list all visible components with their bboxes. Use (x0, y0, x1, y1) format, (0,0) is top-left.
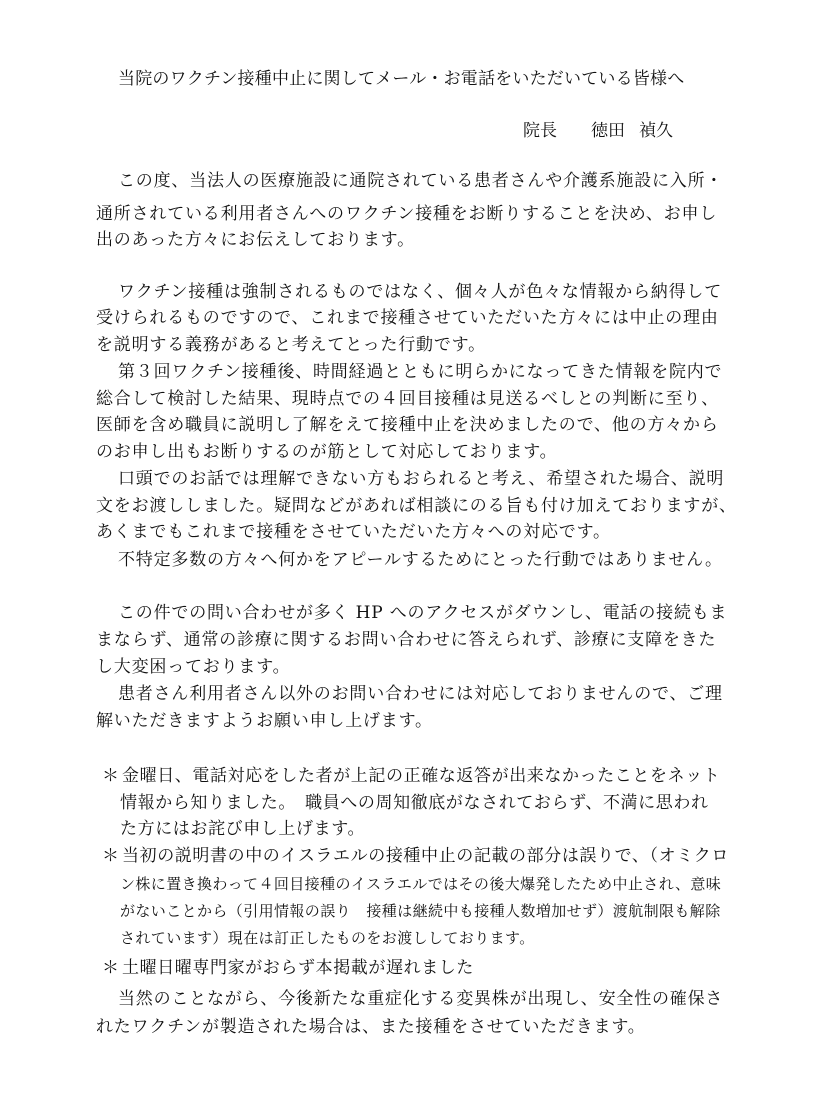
closing-line: 当然のことながら、今後新たな重症化する変異株が出現し、安全性の確保さ (118, 989, 724, 1009)
paragraph-line: 文をお渡ししました。疑問などがあれば相談にのる旨も付け加えておりますが、 (96, 496, 737, 516)
note-line: がないことから（引用情報の誤り 接種は継続中も接種人数増加せず）渡航制限も解除 (120, 902, 721, 920)
asterisk-mark: ＊ (102, 846, 120, 866)
note-line: 土曜日曜専門家がおらず本掲載が遅れました (122, 958, 474, 978)
note-line: ン株に置き換わって４回目接種のイスラエルではその後大爆発したため中止され、意味 (120, 875, 722, 893)
paragraph-line: 総合して検討した結果、現時点での４回目接種は見送るべしとの判断に至り、 (96, 389, 719, 409)
paragraph-line: 解いただきますようお願い申し上げます。 (96, 711, 433, 731)
paragraph-line: のお申し出もお断りするのが筋として対応しております。 (96, 442, 558, 462)
paragraph-line: この件での問い合わせが多く HP へのアクセスがダウンし、電話の接続もま (118, 603, 728, 623)
paragraph-line: ワクチン接種は強制されるものではなく、個々人が色々な情報から納得して (118, 282, 723, 302)
paragraph-line: 出のあった方々にお伝えしております。 (96, 230, 415, 250)
note-item (102, 763, 720, 789)
asterisk-mark: ＊ (102, 766, 120, 786)
document-title: 当院のワクチン接種中止に関してメール・お電話をいただいている皆様へ (118, 69, 685, 89)
author-signature (523, 116, 673, 141)
note-line: されています）現在は訂正したものをお渡ししております。 (120, 929, 535, 947)
paragraph-line: あくまでもこれまで接種をさせていただいた方々への対応です。 (96, 522, 611, 542)
note-line: 当初の説明書の中のイスラエルの接種中止の記載の部分は誤りで、（オミクロ (122, 846, 729, 866)
paragraph-line: 医師を含め職員に説明し了解をえて接種中止を決めましたので、他の方々から (96, 415, 719, 435)
note-line: た方にはお詫び申し上げます。 (120, 819, 366, 839)
note-item (102, 843, 729, 869)
paragraph-line: 通所されている利用者さんへのワクチン接種をお断りすることを決め、お申し (96, 204, 718, 224)
note-line: 金曜日、電話対応をした者が上記の正確な返答が出来なかったことをネット (122, 766, 721, 786)
paragraph-line: 患者さん利用者さん以外のお問い合わせには対応しておりませんので、ご理 (118, 684, 723, 704)
author-given-name: 禎久 (639, 121, 673, 141)
closing-line: れたワクチンが製造された場合は、また接種をさせていただきます。 (96, 1017, 646, 1037)
paragraph-line: まならず、通常の診療に関するお問い合わせに答えられず、診療に支障をきた (96, 630, 717, 650)
note-line: 情報から知りました。 職員への周知徹底がなされておらず、不満に思われ (120, 793, 709, 813)
author-role: 院長 (523, 121, 557, 141)
paragraph-line: 口頭でのお話では理解できない方もおられると考え、希望された場合、説明 (118, 469, 725, 489)
paragraph-line: この度、当法人の医療施設に通院されている患者さんや介護系施設に入所・ (118, 171, 724, 191)
author-surname: 徳田 (591, 121, 625, 141)
paragraph-line: 受けられるものですので、これまで接種させていただいた方々には中止の理由 (96, 308, 719, 328)
paragraph-line: 第３回ワクチン接種後、時間経過とともに明らかになってきた情報を院内で (118, 362, 723, 382)
paragraph-line: 不特定多数の方々へ何かをアピールするためにとった行動ではありません。 (118, 550, 723, 570)
note-item (102, 955, 474, 981)
paragraph-line: し大変困っております。 (96, 657, 291, 677)
paragraph-line: を説明する義務があると考えてとった行動です。 (96, 335, 486, 355)
asterisk-mark: ＊ (102, 958, 120, 978)
